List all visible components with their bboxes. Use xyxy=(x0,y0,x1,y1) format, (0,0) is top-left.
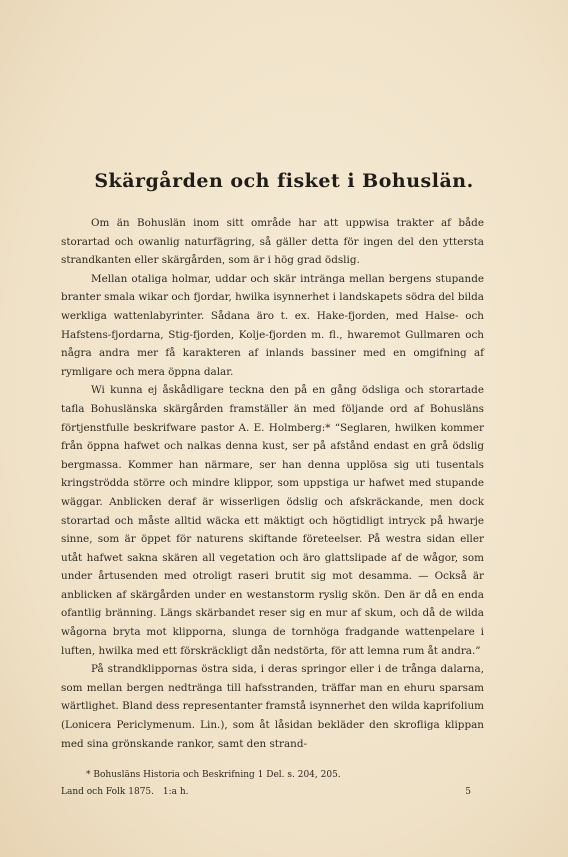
page-title: Skärgården och fisket i Bohuslän. xyxy=(94,170,474,192)
paragraph: På strandklippornas östra sida, i deras springor eller i de trånga dalarna, som mellan bergen nedtränga till hafsstranden, träffar man en ehuru sparsam wärtlighet. Bland dess representanter framstå isynnerhet den wilda kaprifolium (Lonicera Periclymenum. Lin.), som åt låsidan bekläder den skrofliga klippan med sina grönskande rankor, samt den strand- xyxy=(61,663,484,750)
footer-source: Land och Folk 1875. xyxy=(61,787,155,797)
paragraph: Wi kunna ej åskådligare teckna den på en gång ödsliga och storartade tafla Bohuslänska skärgården framställer än med följande ord af Bohusläns förtjenstfulle beskrifware pastor A. E. Holmberg:* “Seglaren, hwilken kommer från öppna hafwet och nalkas denna kust, ser på afstånd endast en grå ödslig bergmassa. Kommer han närmare, ser han denna upplösa sig uti tusentals kringströdda större och mindre klippor, som uppstiga ur hafwet med stupande wäggar. Anblicken deraf är wisserligen ödslig och afskräckande, men dock storartad och måste alltid wäcka ett mäktigt och högtidligt intryck på hwarje sinne, som är öppet för naturens skiftande företeelser. På westra sidan eller utåt hafwet sakna skären all vegetation och äro glattslipade af de wågor, som under årtusenden med otroligt raseri brutit sig mot desamma. — Också är anblicken af skärgården under en westanstorm ryslig skön. Den är då en enda ofantlig bränning. Längs skärbandet reser sig en mur af skum, och då de wilda wågorna bryta mot klipporna, slunga de tornhöga fradgande wattenpelare i luften, hwilka med ett förskräckligt dån nedstörta, för att lemna rum åt andra.” xyxy=(61,384,484,657)
footnote: * Bohusläns Historia och Beskrifning 1 Del. s. 204, 205. xyxy=(86,770,341,780)
footer-part: 1:a h. xyxy=(162,787,189,797)
footer-source-line xyxy=(61,785,189,799)
signature-mark: 5 xyxy=(465,787,471,797)
paragraph: Mellan otaliga holmar, uddar och skär intränga mellan bergens stupande branter smala wikar och fjordar, hwilka isynnerhet i landskapets södra del bilda werkliga wattenlabyrinter. Sådana äro t. ex. Hake-fjorden, med Halse- och Hafstens-fjordarna, Stig-fjorden, Kolje-fjorden m. fl., hwaremot Gullmaren och några andra mer få karakteren af inlands bassiner med en omgifning af rymligare och mera öppna dalar. xyxy=(61,272,484,378)
paragraph: Om än Bohuslän inom sitt område har att uppwisa trakter af både storartad och owanlig naturfägring, så gäller detta för ingen del den yttersta strandkanten eller skärgården, som är i hög grad ödslig. xyxy=(61,217,484,267)
article-body xyxy=(61,214,484,753)
